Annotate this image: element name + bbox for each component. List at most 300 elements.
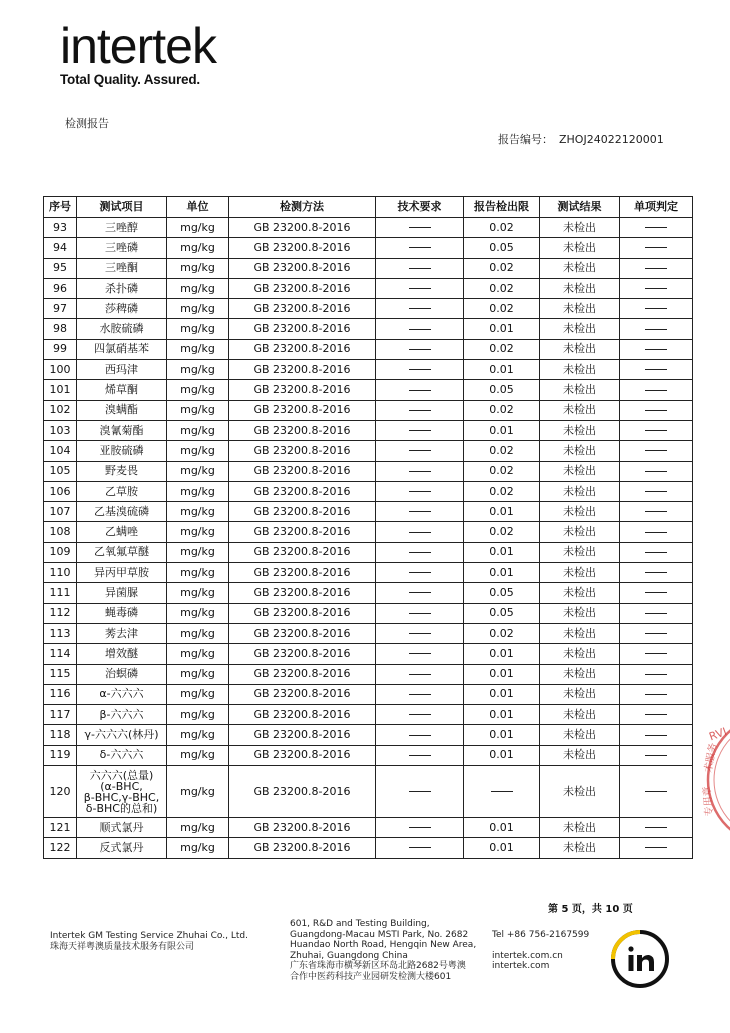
- cell-judgement: [620, 664, 693, 684]
- cell-unit: mg/kg: [167, 838, 229, 858]
- cell-result: 未检出: [540, 766, 620, 818]
- cell-judgement: [620, 420, 693, 440]
- svg-text:RVI: RVI: [707, 725, 729, 744]
- cell-unit: mg/kg: [167, 299, 229, 319]
- dash-mark: [409, 227, 431, 228]
- dash-mark: [645, 491, 667, 492]
- cell-requirement: [376, 542, 464, 562]
- column-header-item: 测试项目: [77, 197, 167, 218]
- logo-wordmark: intertek: [60, 18, 216, 74]
- dash-mark: [409, 268, 431, 269]
- cell-requirement: [376, 360, 464, 380]
- cell-judgement: [620, 725, 693, 745]
- cell-item: 溴螨酯: [77, 400, 167, 420]
- cell-requirement: [376, 339, 464, 359]
- dash-mark: [491, 791, 513, 792]
- cell-requirement: [376, 258, 464, 278]
- cell-method: GB 23200.8-2016: [229, 745, 376, 765]
- cell-result: 未检出: [540, 838, 620, 858]
- cell-item: [77, 766, 167, 818]
- table-row: [44, 481, 693, 501]
- dash-mark: [645, 511, 667, 512]
- cell-result: 未检出: [540, 420, 620, 440]
- cell-requirement: [376, 278, 464, 298]
- cell-no: 118: [44, 725, 77, 745]
- cell-method: GB 23200.8-2016: [229, 278, 376, 298]
- table-row: [44, 684, 693, 704]
- table-row: [44, 258, 693, 278]
- cell-item: 三唑磷: [77, 238, 167, 258]
- cell-limit: 0.01: [464, 664, 540, 684]
- footer-company: [50, 931, 248, 952]
- cell-method: GB 23200.8-2016: [229, 339, 376, 359]
- cell-judgement: [620, 644, 693, 664]
- table-row: [44, 319, 693, 339]
- intertek-badge-icon: [609, 928, 671, 990]
- dash-mark: [645, 694, 667, 695]
- table-row: [44, 441, 693, 461]
- cell-no: 104: [44, 441, 77, 461]
- cell-requirement: [376, 684, 464, 704]
- cell-limit: 0.02: [464, 461, 540, 481]
- cell-method: GB 23200.8-2016: [229, 725, 376, 745]
- cell-method: GB 23200.8-2016: [229, 319, 376, 339]
- dash-mark: [645, 227, 667, 228]
- cell-item: 乙基溴硫磷: [77, 502, 167, 522]
- cell-limit: 0.05: [464, 603, 540, 623]
- cell-unit: mg/kg: [167, 420, 229, 440]
- cell-requirement: [376, 380, 464, 400]
- cell-unit: mg/kg: [167, 380, 229, 400]
- cell-no: 98: [44, 319, 77, 339]
- column-header-result: 测试结果: [540, 197, 620, 218]
- cell-requirement: [376, 461, 464, 481]
- cell-no: 101: [44, 380, 77, 400]
- cell-requirement: [376, 818, 464, 838]
- cell-no: 102: [44, 400, 77, 420]
- address-line: Guangdong-Macau MSTI Park, No. 2682: [290, 929, 469, 940]
- cell-result: 未检出: [540, 319, 620, 339]
- cell-no: 113: [44, 623, 77, 643]
- table-row: [44, 603, 693, 623]
- cell-item: 西玛津: [77, 360, 167, 380]
- dash-mark: [645, 653, 667, 654]
- cell-no: 114: [44, 644, 77, 664]
- dash-mark: [409, 349, 431, 350]
- cell-judgement: [620, 623, 693, 643]
- table-row: [44, 542, 693, 562]
- cell-requirement: [376, 522, 464, 542]
- cell-judgement: [620, 766, 693, 818]
- cell-item: 亚胺硫磷: [77, 441, 167, 461]
- cell-no: 108: [44, 522, 77, 542]
- cell-result: 未检出: [540, 725, 620, 745]
- cell-unit: mg/kg: [167, 766, 229, 818]
- cell-unit: mg/kg: [167, 644, 229, 664]
- cell-judgement: [620, 818, 693, 838]
- cell-limit: 0.02: [464, 441, 540, 461]
- dash-mark: [645, 268, 667, 269]
- cell-judgement: [620, 542, 693, 562]
- results-table: [43, 196, 693, 859]
- table-row: [44, 563, 693, 583]
- cell-unit: mg/kg: [167, 360, 229, 380]
- dash-mark: [645, 827, 667, 828]
- table-row: [44, 725, 693, 745]
- cell-judgement: [620, 339, 693, 359]
- cell-requirement: [376, 319, 464, 339]
- cell-result: 未检出: [540, 360, 620, 380]
- cell-requirement: [376, 664, 464, 684]
- table-row: [44, 766, 693, 818]
- dash-mark: [645, 847, 667, 848]
- table-row: [44, 664, 693, 684]
- cell-result: 未检出: [540, 522, 620, 542]
- cell-item: 乙草胺: [77, 481, 167, 501]
- table-row: [44, 400, 693, 420]
- address-line: 广东省珠海市横琴新区环岛北路2682号粤澳: [290, 961, 466, 971]
- dash-mark: [645, 791, 667, 792]
- footer-address: [290, 919, 476, 982]
- cell-unit: mg/kg: [167, 563, 229, 583]
- cell-judgement: [620, 278, 693, 298]
- website: intertek.com: [492, 961, 550, 971]
- cell-item: 三唑酮: [77, 258, 167, 278]
- cell-result: 未检出: [540, 745, 620, 765]
- cell-limit: 0.01: [464, 502, 540, 522]
- cell-judgement: [620, 400, 693, 420]
- cell-unit: mg/kg: [167, 481, 229, 501]
- cell-limit: 0.01: [464, 644, 540, 664]
- cell-limit: 0.01: [464, 725, 540, 745]
- cell-method: GB 23200.8-2016: [229, 583, 376, 603]
- cell-limit: 0.02: [464, 218, 540, 238]
- document-title: 检测报告: [65, 117, 109, 130]
- cell-item: 异丙甲草胺: [77, 563, 167, 583]
- cell-no: 96: [44, 278, 77, 298]
- dash-mark: [645, 633, 667, 634]
- cell-limit: 0.05: [464, 238, 540, 258]
- cell-no: 121: [44, 818, 77, 838]
- cell-requirement: [376, 502, 464, 522]
- cell-requirement: [376, 481, 464, 501]
- cell-method: GB 23200.8-2016: [229, 258, 376, 278]
- official-seal-stamp: [701, 710, 730, 850]
- table-row: [44, 218, 693, 238]
- cell-result: 未检出: [540, 502, 620, 522]
- cell-result: 未检出: [540, 684, 620, 704]
- cell-item: 顺式氯丹: [77, 818, 167, 838]
- cell-result: 未检出: [540, 542, 620, 562]
- cell-limit: 0.01: [464, 563, 540, 583]
- address-line: 合作中医药科技产业园研发检测大楼601: [290, 971, 452, 982]
- cell-item: γ-六六六(林丹): [77, 725, 167, 745]
- cell-unit: mg/kg: [167, 684, 229, 704]
- dash-mark: [409, 653, 431, 654]
- table-row: [44, 705, 693, 725]
- cell-unit: mg/kg: [167, 238, 229, 258]
- svg-text:术服务: 术服务: [703, 741, 720, 774]
- cell-limit: 0.01: [464, 838, 540, 858]
- dash-mark: [645, 430, 667, 431]
- cell-item: 异菌脲: [77, 583, 167, 603]
- cell-result: 未检出: [540, 664, 620, 684]
- dash-mark: [645, 674, 667, 675]
- table-row: [44, 339, 693, 359]
- dash-mark: [409, 471, 431, 472]
- cell-item: 莠去津: [77, 623, 167, 643]
- dash-mark: [645, 349, 667, 350]
- cell-no: 107: [44, 502, 77, 522]
- table-row: [44, 299, 693, 319]
- cell-limit: 0.05: [464, 583, 540, 603]
- cell-no: 100: [44, 360, 77, 380]
- cell-method: GB 23200.8-2016: [229, 461, 376, 481]
- website-cn: intertek.com.cn: [492, 950, 563, 961]
- cell-limit: 0.02: [464, 623, 540, 643]
- cell-item-line: β-BHC,γ-BHC,: [83, 790, 160, 804]
- column-header-unit: 单位: [167, 197, 229, 218]
- cell-no: 93: [44, 218, 77, 238]
- cell-result: 未检出: [540, 705, 620, 725]
- cell-limit: 0.01: [464, 542, 540, 562]
- logo-tagline: Total Quality. Assured.: [60, 72, 200, 87]
- dash-mark: [409, 450, 431, 451]
- dash-mark: [645, 552, 667, 553]
- dash-mark: [409, 827, 431, 828]
- cell-unit: mg/kg: [167, 258, 229, 278]
- cell-unit: mg/kg: [167, 522, 229, 542]
- table-header-row: [44, 197, 693, 218]
- cell-method: GB 23200.8-2016: [229, 502, 376, 522]
- cell-item: 蝇毒磷: [77, 603, 167, 623]
- cell-unit: mg/kg: [167, 502, 229, 522]
- table-body: [44, 218, 693, 859]
- cell-requirement: [376, 644, 464, 664]
- cell-limit: 0.02: [464, 299, 540, 319]
- intertek-logo: [60, 20, 216, 87]
- cell-no: 106: [44, 481, 77, 501]
- cell-method: GB 23200.8-2016: [229, 623, 376, 643]
- cell-result: 未检出: [540, 441, 620, 461]
- cell-judgement: [620, 745, 693, 765]
- dash-mark: [645, 308, 667, 309]
- dash-mark: [645, 247, 667, 248]
- cell-judgement: [620, 258, 693, 278]
- cell-item-line: 六六六(总量): [89, 768, 154, 782]
- cell-method: GB 23200.8-2016: [229, 299, 376, 319]
- dash-mark: [645, 572, 667, 573]
- dash-mark: [409, 308, 431, 309]
- report-number-label: 报告编号：: [498, 133, 553, 146]
- cell-no: 112: [44, 603, 77, 623]
- cell-item: 反式氯丹: [77, 838, 167, 858]
- cell-result: 未检出: [540, 603, 620, 623]
- report-number: [498, 131, 664, 147]
- cell-unit: mg/kg: [167, 725, 229, 745]
- cell-method: GB 23200.8-2016: [229, 766, 376, 818]
- cell-limit: 0.02: [464, 522, 540, 542]
- cell-method: GB 23200.8-2016: [229, 360, 376, 380]
- cell-no: 94: [44, 238, 77, 258]
- cell-method: GB 23200.8-2016: [229, 400, 376, 420]
- dash-mark: [409, 847, 431, 848]
- cell-method: GB 23200.8-2016: [229, 664, 376, 684]
- cell-no: 95: [44, 258, 77, 278]
- cell-unit: mg/kg: [167, 339, 229, 359]
- table-row: [44, 461, 693, 481]
- cell-method: GB 23200.8-2016: [229, 218, 376, 238]
- cell-no: 117: [44, 705, 77, 725]
- cell-limit: 0.01: [464, 360, 540, 380]
- dash-mark: [409, 288, 431, 289]
- cell-limit: 0.01: [464, 319, 540, 339]
- cell-method: GB 23200.8-2016: [229, 522, 376, 542]
- dash-mark: [409, 633, 431, 634]
- table-row: [44, 838, 693, 858]
- company-name-en: Intertek GM Testing Service Zhuhai Co., Ltd.: [50, 931, 248, 941]
- cell-item: 增效醚: [77, 644, 167, 664]
- cell-judgement: [620, 838, 693, 858]
- cell-judgement: [620, 441, 693, 461]
- dash-mark: [645, 735, 667, 736]
- cell-item: 烯草酮: [77, 380, 167, 400]
- table-row: [44, 238, 693, 258]
- cell-unit: mg/kg: [167, 705, 229, 725]
- cell-unit: mg/kg: [167, 319, 229, 339]
- cell-no: 122: [44, 838, 77, 858]
- dash-mark: [645, 410, 667, 411]
- cell-limit: 0.01: [464, 705, 540, 725]
- cell-judgement: [620, 380, 693, 400]
- cell-method: GB 23200.8-2016: [229, 818, 376, 838]
- cell-judgement: [620, 502, 693, 522]
- cell-requirement: [376, 838, 464, 858]
- cell-requirement: [376, 441, 464, 461]
- dash-mark: [645, 592, 667, 593]
- cell-judgement: [620, 583, 693, 603]
- cell-limit: 0.01: [464, 818, 540, 838]
- table-row: [44, 502, 693, 522]
- cell-requirement: [376, 420, 464, 440]
- dash-mark: [645, 755, 667, 756]
- cell-requirement: [376, 725, 464, 745]
- cell-method: GB 23200.8-2016: [229, 238, 376, 258]
- cell-result: 未检出: [540, 380, 620, 400]
- cell-item: 乙氧氟草醚: [77, 542, 167, 562]
- svg-text:专用章: 专用章: [701, 785, 716, 817]
- dash-mark: [409, 714, 431, 715]
- table-row: [44, 583, 693, 603]
- cell-judgement: [620, 684, 693, 704]
- dash-mark: [409, 410, 431, 411]
- cell-unit: mg/kg: [167, 818, 229, 838]
- cell-no: 97: [44, 299, 77, 319]
- cell-method: GB 23200.8-2016: [229, 563, 376, 583]
- cell-unit: mg/kg: [167, 664, 229, 684]
- cell-judgement: [620, 461, 693, 481]
- cell-item: 莎稗磷: [77, 299, 167, 319]
- cell-limit: 0.05: [464, 380, 540, 400]
- cell-requirement: [376, 583, 464, 603]
- cell-unit: mg/kg: [167, 623, 229, 643]
- company-name-cn: 珠海天祥粤澳质量技术服务有限公司: [50, 941, 195, 952]
- cell-result: 未检出: [540, 623, 620, 643]
- cell-judgement: [620, 522, 693, 542]
- cell-limit: 0.02: [464, 481, 540, 501]
- dash-mark: [645, 288, 667, 289]
- report-number-value: ZHOJ24022120001: [559, 133, 664, 146]
- table-row: [44, 420, 693, 440]
- dash-mark: [409, 329, 431, 330]
- cell-result: 未检出: [540, 238, 620, 258]
- cell-no: 111: [44, 583, 77, 603]
- table-row: [44, 745, 693, 765]
- cell-result: 未检出: [540, 481, 620, 501]
- table-row: [44, 818, 693, 838]
- cell-no: 119: [44, 745, 77, 765]
- dash-mark: [645, 714, 667, 715]
- cell-method: GB 23200.8-2016: [229, 380, 376, 400]
- table-row: [44, 644, 693, 664]
- cell-judgement: [620, 319, 693, 339]
- column-header-requirement: 技术要求: [376, 197, 464, 218]
- cell-method: GB 23200.8-2016: [229, 684, 376, 704]
- cell-unit: mg/kg: [167, 461, 229, 481]
- cell-requirement: [376, 563, 464, 583]
- cell-method: GB 23200.8-2016: [229, 542, 376, 562]
- cell-result: 未检出: [540, 818, 620, 838]
- cell-method: GB 23200.8-2016: [229, 441, 376, 461]
- address-line: Huandao North Road, Hengqin New Area,: [290, 940, 477, 950]
- cell-requirement: [376, 623, 464, 643]
- cell-limit: 0.02: [464, 400, 540, 420]
- cell-result: 未检出: [540, 563, 620, 583]
- cell-method: GB 23200.8-2016: [229, 705, 376, 725]
- column-header-limit: 报告检出限: [464, 197, 540, 218]
- cell-result: 未检出: [540, 258, 620, 278]
- cell-result: 未检出: [540, 339, 620, 359]
- cell-result: 未检出: [540, 218, 620, 238]
- cell-requirement: [376, 218, 464, 238]
- cell-limit: 0.01: [464, 745, 540, 765]
- cell-item: α-六六六: [77, 684, 167, 704]
- cell-unit: mg/kg: [167, 603, 229, 623]
- address-line: 601, R&D and Testing Building,: [290, 919, 430, 929]
- cell-item: 乙螨唑: [77, 522, 167, 542]
- dash-mark: [409, 674, 431, 675]
- cell-method: GB 23200.8-2016: [229, 644, 376, 664]
- cell-requirement: [376, 238, 464, 258]
- dash-mark: [409, 791, 431, 792]
- cell-judgement: [620, 563, 693, 583]
- dash-mark: [409, 511, 431, 512]
- cell-result: 未检出: [540, 644, 620, 664]
- dash-mark: [409, 532, 431, 533]
- cell-no: 105: [44, 461, 77, 481]
- cell-item: δ-六六六: [77, 745, 167, 765]
- dash-mark: [409, 613, 431, 614]
- cell-result: 未检出: [540, 400, 620, 420]
- cell-method: GB 23200.8-2016: [229, 420, 376, 440]
- dash-mark: [645, 471, 667, 472]
- dash-mark: [409, 491, 431, 492]
- cell-item: 三唑醇: [77, 218, 167, 238]
- cell-method: GB 23200.8-2016: [229, 481, 376, 501]
- cell-judgement: [620, 481, 693, 501]
- cell-no: 110: [44, 563, 77, 583]
- table-row: [44, 360, 693, 380]
